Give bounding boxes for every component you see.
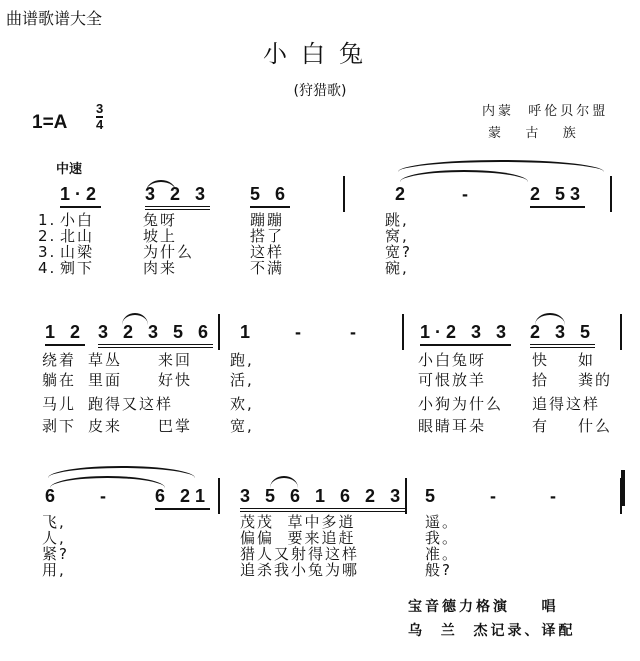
- lyric-segment: 里面: [88, 371, 123, 389]
- barline: [405, 478, 407, 514]
- lyric-segment: 搭了: [250, 227, 285, 245]
- lyric-segment: 般?: [425, 561, 452, 579]
- note-group: 3 5 6 1 6 2 3: [240, 486, 405, 512]
- lyric-segment: 跑,: [230, 351, 254, 369]
- note-group: 1: [240, 322, 256, 342]
- key-signature: 1=A: [32, 112, 68, 133]
- lyric-segment: 这样: [250, 243, 285, 261]
- note-group: -: [490, 486, 501, 506]
- note-group: -: [295, 322, 306, 342]
- barline: [343, 176, 345, 212]
- lyric-segment: 宽,: [230, 417, 254, 435]
- lyric-segment: 北山: [60, 227, 95, 245]
- slur-tie: [122, 313, 148, 325]
- note-group: -: [350, 322, 361, 342]
- lyric-segment: 快: [532, 351, 550, 369]
- lyric-segment: 用,: [42, 561, 66, 579]
- lyric-segment: 好快: [158, 371, 193, 389]
- lyric-segment: 拾: [532, 371, 550, 389]
- lyric-segment: 有: [532, 417, 550, 435]
- note-group: 2: [395, 184, 411, 204]
- lyric-segment: 兔呀: [143, 211, 178, 229]
- lyric-segment: 小狗为什么: [418, 395, 504, 413]
- note-group: 1·2 3 3: [420, 322, 511, 346]
- slur-tie: [146, 180, 176, 192]
- song-title: 小白兔: [263, 40, 377, 68]
- lyric-segment: 4.: [38, 259, 57, 277]
- lyric-segment: 飞,: [42, 513, 66, 531]
- time-signature: [96, 102, 103, 132]
- lyric-segment: 人,: [42, 529, 66, 547]
- lyric-segment: 偏偏 要来追赶: [240, 529, 356, 547]
- note-group: -: [100, 486, 111, 506]
- origin-region: 内蒙 呼伦贝尔盟: [482, 104, 609, 119]
- lyric-segment: 1.: [38, 211, 57, 229]
- barline: [402, 314, 404, 350]
- note-group: 6: [45, 486, 61, 506]
- lyric-segment: 什么: [578, 417, 613, 435]
- credit-recorder: 乌 兰 杰记录、译配: [408, 623, 576, 639]
- lyric-segment: 躺在: [42, 371, 77, 389]
- lyric-segment: 活,: [230, 371, 254, 389]
- lyric-segment: 跳,: [385, 211, 409, 229]
- note-group: 6 21: [155, 486, 210, 510]
- time-top: 3: [96, 101, 104, 116]
- barline: [218, 314, 220, 350]
- note-group: 5: [425, 486, 441, 506]
- lyric-segment: 3.: [38, 243, 57, 261]
- lyric-segment: 眼睛耳朵: [418, 417, 487, 435]
- lyric-segment: 不满: [250, 259, 285, 277]
- note-group: 1·2: [60, 184, 101, 208]
- tempo-marking: 中速: [56, 162, 83, 177]
- barline: [218, 478, 220, 514]
- note-group: -: [462, 184, 473, 204]
- song-subtitle: (狩猎歌): [293, 83, 347, 99]
- lyric-segment: 蹦蹦: [250, 211, 285, 229]
- watermark: 曲谱歌谱大全: [6, 9, 103, 28]
- lyric-segment: 绕着: [42, 351, 77, 369]
- lyric-segment: 皮来: [88, 417, 123, 435]
- note-group: 2 53: [530, 184, 585, 208]
- lyric-segment: 马儿: [42, 395, 77, 413]
- note-group: 3 2 3 5 6: [98, 322, 213, 348]
- lyric-segment: 巴掌: [158, 417, 193, 435]
- final-barline: [621, 470, 625, 506]
- lyric-segment: 粪的: [578, 371, 613, 389]
- origin-ethnicity: 蒙 古 族: [488, 126, 579, 141]
- note-group: 3 2 3: [145, 184, 210, 210]
- lyric-segment: 碗,: [385, 259, 409, 277]
- lyric-segment: 准。: [425, 545, 460, 563]
- note-group: -: [550, 486, 561, 506]
- slur-tie: [535, 313, 565, 325]
- lyric-segment: 猎人又射得这样: [240, 545, 360, 563]
- lyric-segment: 2.: [38, 227, 57, 245]
- lyric-segment: 宽?: [385, 243, 412, 261]
- credit-singer: 宝音德力格演 唱: [408, 599, 559, 615]
- lyric-segment: 可恨放羊: [418, 371, 487, 389]
- lyric-segment: 草丛: [88, 351, 123, 369]
- lyric-segment: 山梁: [60, 243, 95, 261]
- note-group: 5 6: [250, 184, 290, 208]
- lyric-segment: 追杀我小兔为哪: [240, 561, 360, 579]
- note-group: 2 3 5: [530, 322, 595, 348]
- lyric-segment: 欢,: [230, 395, 254, 413]
- slur-tie: [270, 476, 298, 488]
- lyric-segment: 紧?: [42, 545, 69, 563]
- lyric-segment: 坡上: [143, 227, 178, 245]
- lyric-segment: 来回: [158, 351, 193, 369]
- lyric-segment: 小白: [60, 211, 95, 229]
- lyric-segment: 为什么: [143, 243, 195, 261]
- lyric-segment: 窝,: [385, 227, 409, 245]
- lyric-segment: 肉来: [143, 259, 178, 277]
- lyric-segment: 我。: [425, 529, 460, 547]
- lyric-segment: 如: [578, 351, 596, 369]
- slur-tie: [398, 160, 604, 172]
- barline: [620, 314, 622, 350]
- lyric-segment: 跑得又这样: [88, 395, 174, 413]
- lyric-segment: 小白兔呀: [418, 351, 487, 369]
- lyric-segment: 茂茂 草中多逍: [240, 513, 356, 531]
- lyric-segment: 剥下: [42, 417, 77, 435]
- lyric-segment: 剜下: [60, 259, 95, 277]
- time-bottom: 4: [96, 117, 104, 132]
- note-group: 1 2: [45, 322, 85, 346]
- lyric-segment: 追得这样: [532, 395, 601, 413]
- lyric-segment: 遥。: [425, 513, 460, 531]
- barline: [610, 176, 612, 212]
